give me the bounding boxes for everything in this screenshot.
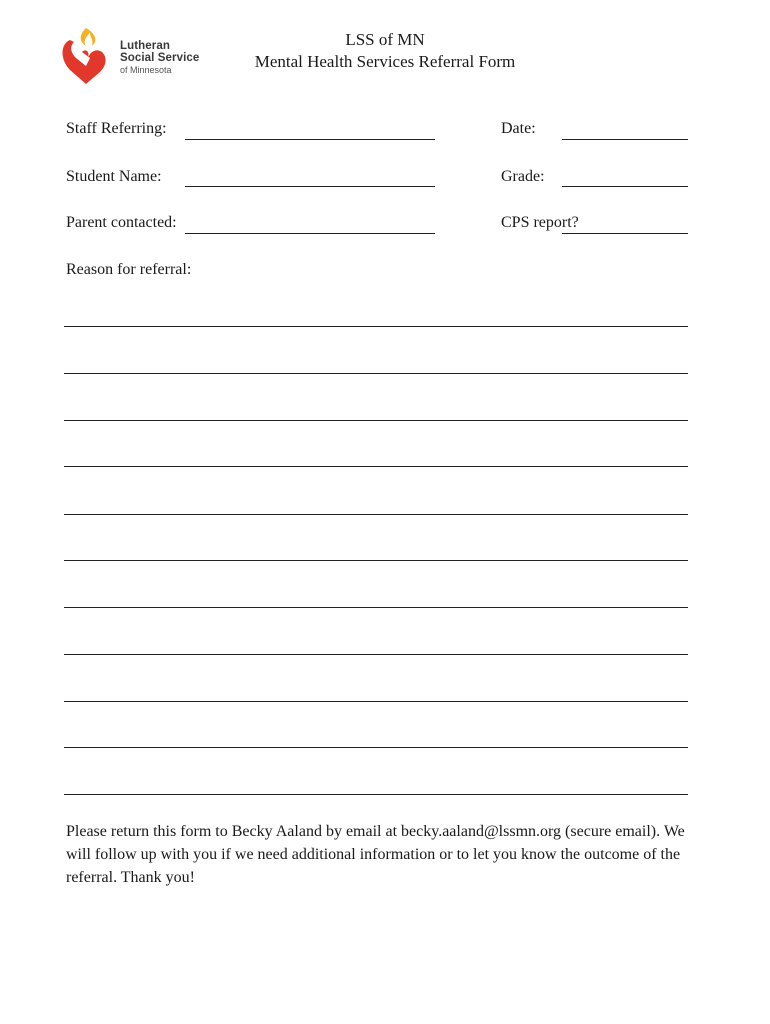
grade-field[interactable] [562, 186, 688, 187]
student-name-field[interactable] [185, 186, 435, 187]
student-name-label: Student Name: [66, 168, 162, 185]
reason-line[interactable] [64, 560, 688, 561]
logo-line-3: of Minnesota [120, 65, 172, 75]
reason-line[interactable] [64, 701, 688, 702]
reason-label: Reason for referral: [66, 261, 192, 278]
return-instructions: Please return this form to Becky Aaland by email at becky.aaland@lssmn.org (secure email). We will follow up with you if we need additional information or to let you know the outcome of the referral. Thank you! [66, 823, 685, 886]
staff-referring-label: Staff Referring: [66, 120, 167, 137]
reason-line[interactable] [64, 373, 688, 374]
reason-line[interactable] [64, 466, 688, 467]
reason-line[interactable] [64, 654, 688, 655]
date-label: Date: [501, 120, 536, 137]
reason-line[interactable] [64, 794, 688, 795]
page-subtitle: Mental Health Services Referral Form [254, 52, 516, 71]
reason-line[interactable] [64, 514, 688, 515]
reason-line[interactable] [64, 747, 688, 748]
reason-line[interactable] [64, 420, 688, 421]
grade-label: Grade: [501, 168, 545, 185]
logo-line-1: Lutheran [120, 40, 170, 52]
reason-line[interactable] [64, 607, 688, 608]
reason-line[interactable] [64, 326, 688, 327]
cps-report-label: CPS report? [501, 214, 579, 231]
staff-referring-field[interactable] [185, 139, 435, 140]
date-field[interactable] [562, 139, 688, 140]
parent-contacted-label: Parent contacted: [66, 214, 177, 231]
page-title: LSS of MN [345, 30, 425, 49]
parent-contacted-field[interactable] [185, 233, 435, 234]
cps-report-field[interactable] [562, 233, 688, 234]
logo-line-2: Social Service [120, 52, 200, 64]
